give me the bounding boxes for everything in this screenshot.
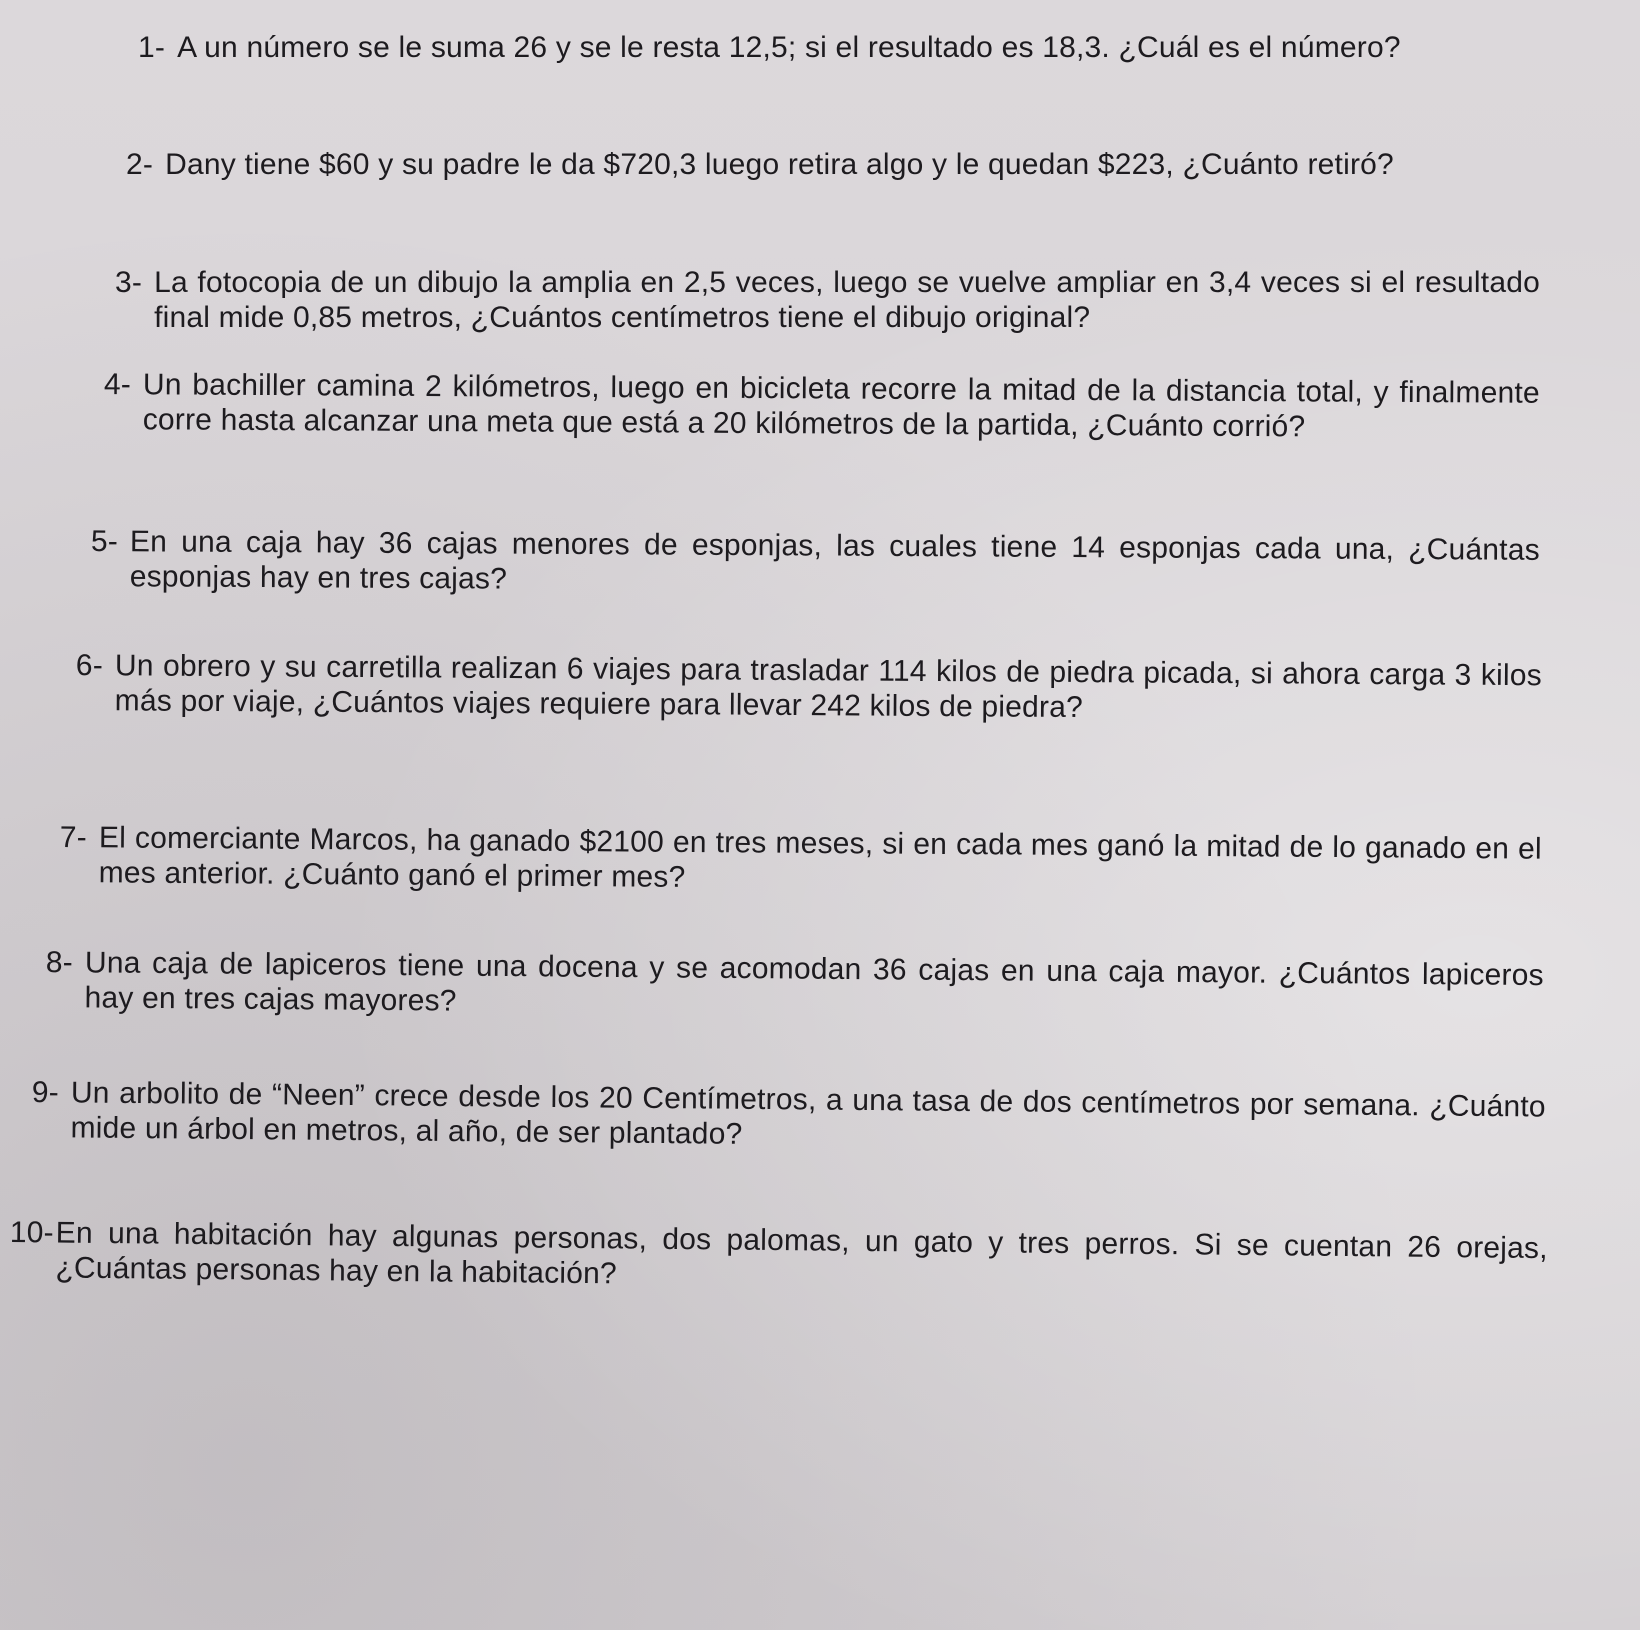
problem-10 xyxy=(9,1215,1548,1301)
problem-9 xyxy=(31,1075,1546,1160)
problem-number: 9- xyxy=(31,1076,60,1110)
problem-7 xyxy=(59,820,1542,902)
problem-8 xyxy=(45,945,1544,1028)
problem-text: La fotocopia de un dibujo la amplia en 2,5 veces, luego se vuelve ampliar en 3,4 veces si el resultado final mide 0,85 metros, ¿Cuántos centímetros tiene el dibujo original? xyxy=(154,266,1540,334)
problem-text: Una caja de lapiceros tiene una docena y se acomodan 36 cajas en una caja mayor. ¿Cuántos lapiceros hay en tres cajas mayores? xyxy=(84,946,1544,1018)
problem-5 xyxy=(91,524,1540,603)
problem-number: 7- xyxy=(59,820,88,855)
problem-text: En una caja hay 36 cajas menores de esponjas, las cuales tiene 14 esponjas cada una, ¿Cuántas esponjas hay en tres cajas? xyxy=(129,525,1540,596)
problem-number: 4- xyxy=(103,367,132,402)
problem-text: Dany tiene $60 y su padre le da $720,3 luego retira algo y le quedan $223, ¿Cuánto retiró? xyxy=(165,148,1394,181)
problem-number: 10- xyxy=(9,1216,54,1250)
problem-3 xyxy=(115,265,1540,335)
problem-text: Un bachiller camina 2 kilómetros, luego en bicicleta recorre la mitad de la distancia total, y finalmente corre hasta alcanzar una meta que está a 20 kilómetros de la partida, ¿Cuánto corrió? xyxy=(142,368,1540,444)
problem-text: El comerciante Marcos, ha ganado $2100 en tres meses, si en cada mes ganó la mitad de lo ganado en el mes anterior. ¿Cuánto ganó el primer mes? xyxy=(98,821,1542,894)
problem-number: 3- xyxy=(115,266,143,299)
problem-number: 8- xyxy=(45,945,74,980)
problem-number: 6- xyxy=(75,649,104,683)
problem-2 xyxy=(126,147,1540,182)
problem-number: 1- xyxy=(138,31,166,64)
problem-text: Un arbolito de “Neen” crece desde los 20 Centímetros, a una tasa de dos centímetros por semana. ¿Cuánto mide un árbol en metros, al año, de ser plantado? xyxy=(70,1076,1546,1151)
problem-number: 5- xyxy=(90,525,119,559)
problem-text: Un obrero y su carretilla realizan 6 viajes para trasladar 114 kilos de piedra picada, si ahora carga 3 kilos más por viaje, ¿Cuántos viajes requiere para llevar 242 kilos de piedra? xyxy=(114,649,1542,725)
problem-text: A un número se le suma 26 y se le resta 12,5; si el resultado es 18,3. ¿Cuál es el número? xyxy=(177,31,1401,64)
problem-6 xyxy=(76,648,1542,728)
problem-1 xyxy=(138,30,1538,65)
problem-4 xyxy=(104,367,1540,446)
problem-text: En una habitación hay algunas personas, dos palomas, un gato y tres perros. Si se cuentan 26 orejas, ¿Cuántas personas hay en la habitación? xyxy=(55,1216,1548,1291)
problem-number: 2- xyxy=(126,148,154,181)
